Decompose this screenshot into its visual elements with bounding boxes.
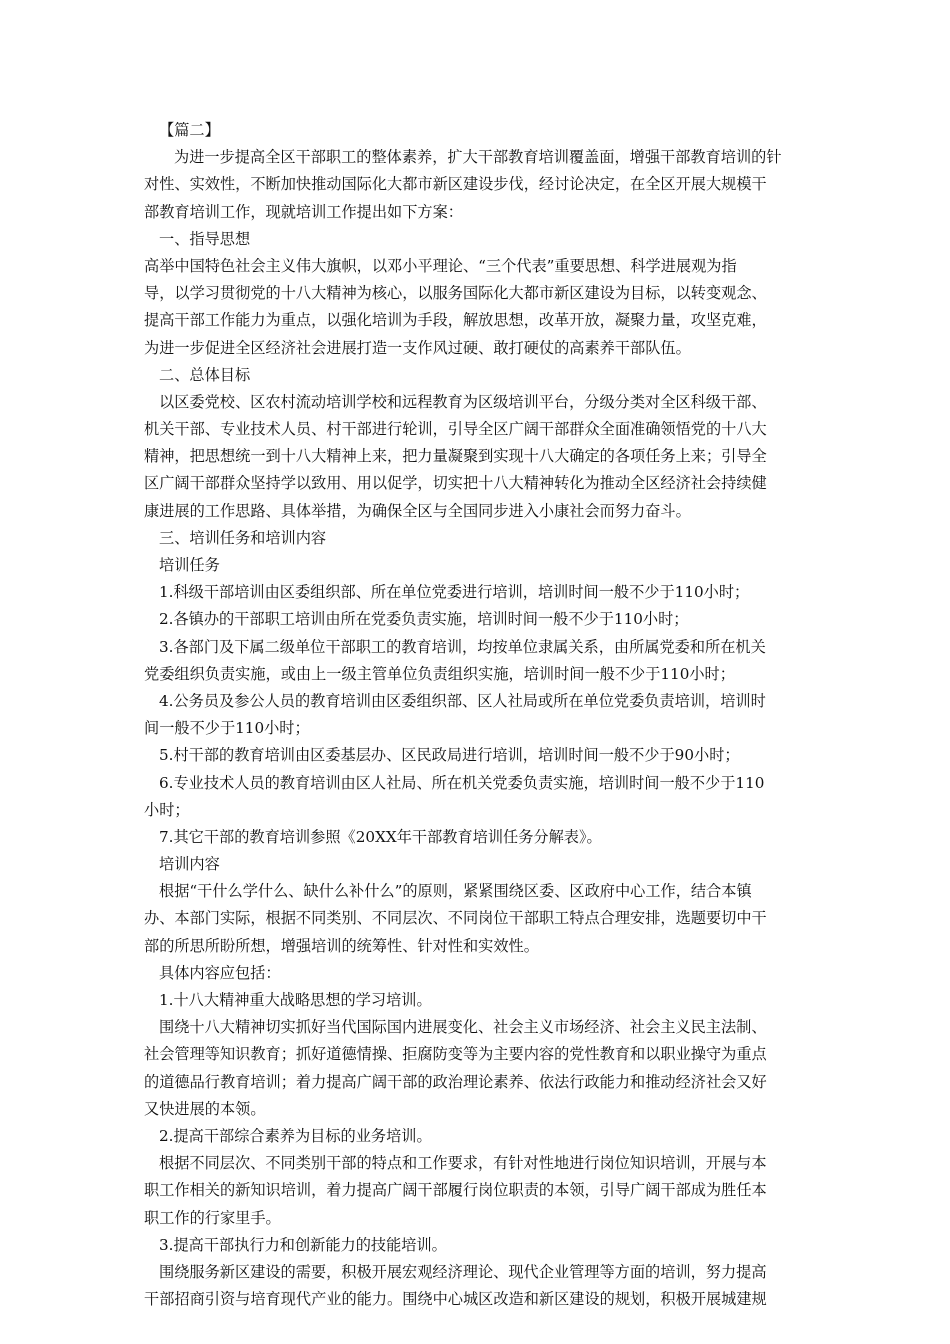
text-line: 的道德品行教育培训；着力提高广阔干部的政治理论素养、依法行政能力和推动经济社会又好: [144, 1072, 767, 1091]
text-line: 3.提高干部执行力和创新能力的技能培训。: [159, 1235, 447, 1254]
text-line: 办、本部门实际，根据不同类别、不同层次、不同岗位干部职工特点合理安排，选题要切中干: [144, 909, 767, 928]
text-line: 2.提高干部综合素养为目标的业务培训。: [159, 1126, 432, 1145]
text-line: 具体内容应包括：: [159, 963, 281, 982]
text-line: 为进一步促进全区经济社会进展打造一支作风过硬、敢打硬仗的高素养干部队伍。: [144, 338, 691, 357]
text-line: 高举中国特色社会主义伟大旗帜，以邓小平理论、“三个代表”重要思想、科学进展观为指: [144, 256, 737, 275]
text-line: 4.公务员及参公人员的教育培训由区委组织部、区人社局或所在单位党委负责培训，培训时: [159, 691, 766, 710]
text-line: 围绕十八大精神切实抓好当代国际国内进展变化、社会主义市场经济、社会主义民主法制、: [159, 1018, 767, 1037]
text-line: 6.专业技术人员的教育培训由区人社局、所在机关党委负责实施，培训时间一般不少于110: [159, 773, 765, 792]
text-line: 以区委党校、区农村流动培训学校和远程教育为区级培训平台，分级分类对全区科级干部、: [159, 392, 767, 411]
text-line: 干部招商引资与培育现代产业的能力。围绕中心城区改造和新区建设的规划，积极开展城建规: [144, 1290, 767, 1309]
text-line: 职工作的行家里手。: [144, 1208, 281, 1227]
text-line: 1.科级干部培训由区委组织部、所在单位党委进行培训，培训时间一般不少于110小时；: [159, 583, 750, 602]
text-line: 部的所思所盼所想，增强培训的统筹性、针对性和实效性。: [144, 936, 539, 955]
text-line: 根据不同层次、不同类别干部的特点和工作要求，有针对性地进行岗位知识培训，开展与本: [159, 1154, 767, 1173]
text-line: 对性、实效性，不断加快推动国际化大都市新区建设步伐，经讨论决定，在全区开展大规模干: [144, 175, 767, 194]
text-line: 精神，把思想统一到十八大精神上来，把力量凝聚到实现十八大确定的各项任务上来；引导全: [144, 447, 767, 466]
text-line: 机关干部、专业技术人员、村干部进行轮训，引导全区广阔干部群众全面准确领悟党的十八大: [144, 420, 767, 439]
text-line: 7.其它干部的教育培训参照《20XX年干部教育培训任务分解表》。: [159, 827, 602, 846]
text-line: 提高干部工作能力为重点，以强化培训为手段，解放思想，改革开放，凝聚力量，攻坚克难，: [144, 311, 767, 330]
text-line: 根据“干什么学什么、缺什么补什么”的原则，紧紧围绕区委、区政府中心工作，结合本镇: [159, 882, 752, 901]
text-line: 社会管理等知识教育；抓好道德情操、拒腐防变等为主要内容的党性教育和以职业操守为重点: [144, 1045, 767, 1064]
text-line: 培训内容: [159, 855, 220, 874]
text-line: 部教育培训工作，现就培训工作提出如下方案：: [144, 202, 463, 221]
text-line: 2.各镇办的干部职工培训由所在党委负责实施，培训时间一般不少于110小时；: [159, 610, 689, 629]
text-line: 培训任务: [159, 556, 220, 574]
text-line: 职工作相关的新知识培训，着力提高广阔干部履行岗位职责的本领，引导广阔干部成为胜任本: [144, 1181, 767, 1200]
document-body: [144, 117, 804, 1313]
text-line: 围绕服务新区建设的需要，积极开展宏观经济理论、现代企业管理等方面的培训，努力提高: [159, 1262, 767, 1281]
text-line: 1.十八大精神重大战略思想的学习培训。: [159, 991, 432, 1009]
text-line: 导，以学习贯彻党的十八大精神为核心，以服务国际化大都市新区建设为目标，以转变观念、: [144, 284, 767, 303]
text-line: 一、指导思想: [159, 229, 251, 248]
text-line: 间一般不少于110小时；: [144, 719, 310, 738]
text-line: 5.村干部的教育培训由区委基层办、区民政局进行培训，培训时间一般不少于90小时；: [159, 746, 740, 765]
text-line: 又快进展的本领。: [144, 1099, 266, 1118]
text-line: 三、培训任务和培训内容: [159, 528, 327, 547]
text-line: 党委组织负责实施，或由上一级主管单位负责组织实施，培训时间一般不少于110小时；: [144, 664, 735, 683]
text-line: 为进一步提高全区干部职工的整体素养，扩大干部教育培训覆盖面，增强干部教育培训的针: [174, 148, 782, 167]
text-line: 二、总体目标: [159, 365, 251, 384]
text-line: 区广阔干部群众坚持学以致用、用以促学，切实把十八大精神转化为推动全区经济社会持续健: [144, 474, 767, 493]
text-line: 3.各部门及下属二级单位干部职工的教育培训，均按单位隶属关系，由所属党委和所在机关: [159, 637, 766, 656]
text-line: 康进展的工作思路、具体举措，为确保全区与全国同步进入小康社会而努力奋斗。: [144, 501, 691, 520]
text-line: 【篇二】: [159, 121, 220, 139]
text-line: 小时；: [144, 800, 190, 819]
